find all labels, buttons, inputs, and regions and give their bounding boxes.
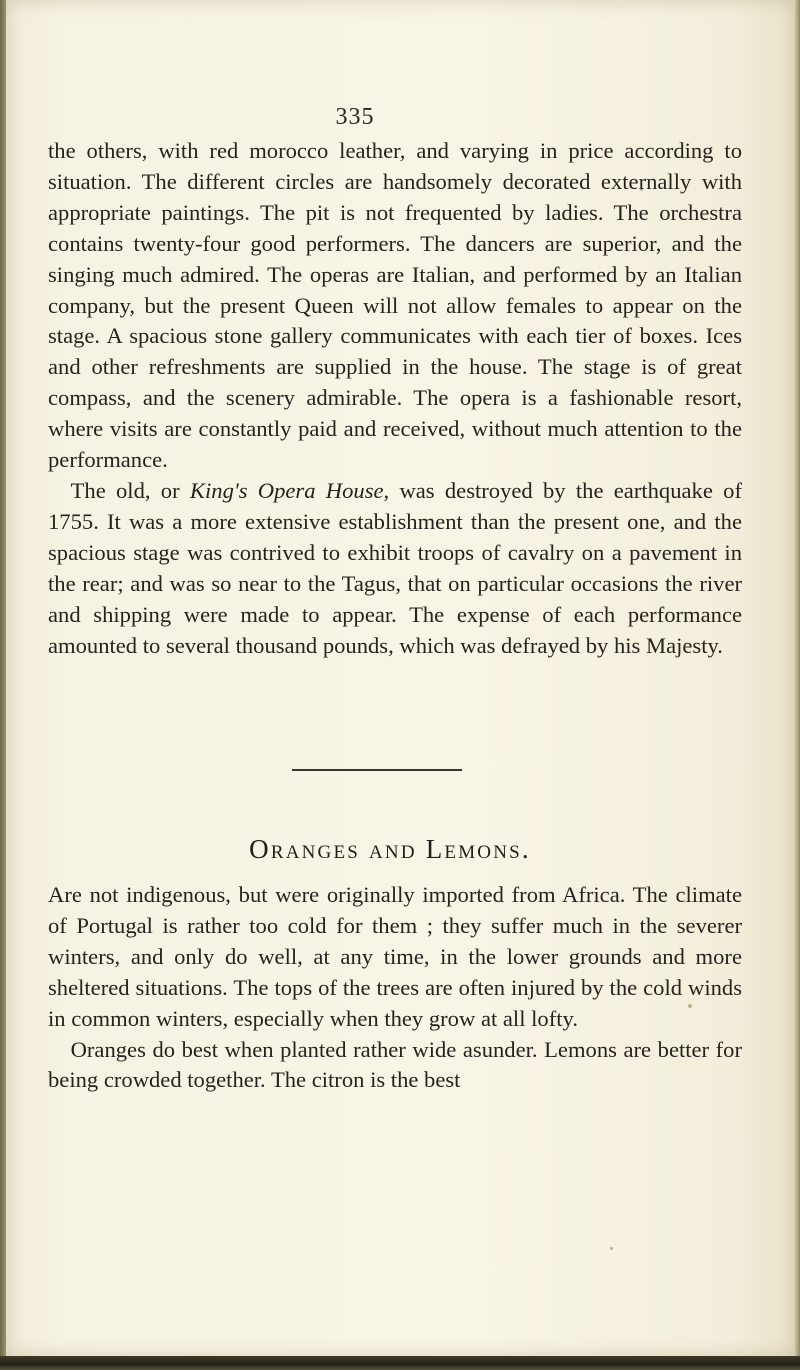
- paragraph-prefix: The old, or: [70, 477, 190, 503]
- section-heading: Oranges and Lemons.: [249, 834, 531, 864]
- paragraph-oranges-planting: Oranges do best when planted rather wide asunder. Lemons are better for being crowded together. The citron is the best: [48, 1036, 742, 1093]
- oranges-section-text: [48, 880, 742, 1096]
- paragraph-theatre-description: the others, with red morocco leather, and varying in price according to situation. The different circles are handsomely decorated externally with appropriate paintings. The pit is not frequented by ladies. The orchestra contains twenty-four good performers. The dancers are superior, and the singing much admired. The operas are Italian, and performed by an Italian company, but the present Queen will not allow females to appear on the stage. A spacious stone gallery communicates with each tier of boxes. Ices and other refreshments are supplied in the house. The stage is of great compass, and the scenery admirable. The opera is a fashionable resort, where visits are constantly paid and received, without much attention to the performance.: [48, 138, 742, 473]
- paper-speck: [610, 1247, 613, 1250]
- paragraph-rest: was destroyed by the earthquake of 1755. It was a more extensive establishment than the present one, and the spacious stage was contrived to exhibit troops of cavalry on a pavement in the rear; and was so near to the Tagus, that on particular occasions the river and shipping were made to appear. The expense of each performance amounted to several thousand pounds, which was defrayed by his Majesty.: [48, 477, 742, 658]
- paragraph-kings-opera-house: [48, 476, 742, 661]
- page-right-edge: [794, 0, 800, 1370]
- page-number: 335: [335, 104, 375, 130]
- paragraph-oranges-origin: Are not indigenous, but were originally imported from Africa. The climate of Portugal is rather too cold for them ; they suffer much in the severer winters, and only do well, at any time, in the lower grounds and more sheltered situations. The tops of the trees are often injured by the cold winds in common winters, especially when they grow at all lofty.: [48, 882, 742, 1031]
- scan-bottom-edge: [0, 1356, 800, 1370]
- opera-house-title: King's Opera House,: [189, 477, 390, 503]
- section-divider: [292, 769, 462, 771]
- main-text: [48, 136, 742, 661]
